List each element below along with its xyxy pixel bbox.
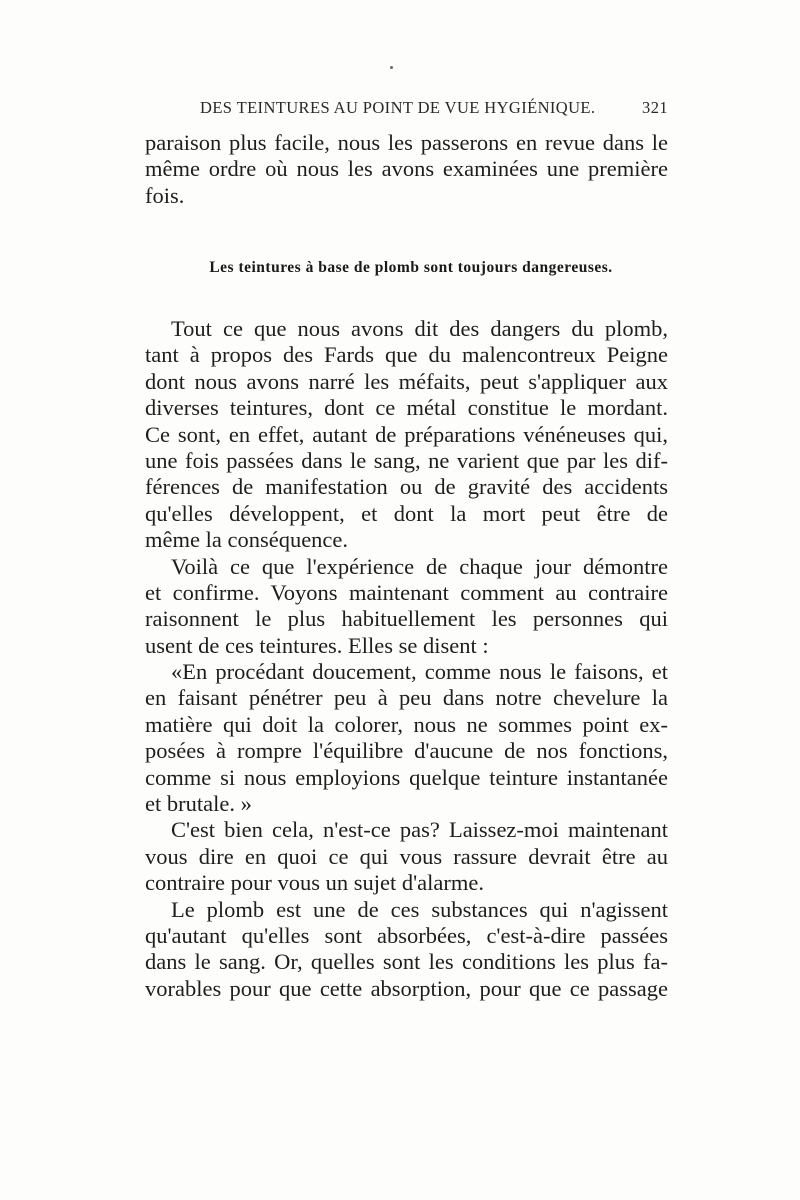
text-line: même la conséquence. [145, 527, 349, 553]
text-line: fois. [145, 182, 185, 208]
text-line: Le plomb est une de ces substances qui n'agissent [171, 896, 668, 922]
running-head-title: DES TEINTURES AU POINT DE VUE HYGIÉNIQUE. [200, 98, 596, 117]
running-head [200, 96, 668, 122]
text-line: vorables pour que cette absorption, pour que ce passage [145, 975, 668, 1001]
text-line: Ce sont, en effet, autant de préparations vénéneuses qui, [145, 421, 668, 447]
top-paragraph [145, 130, 668, 209]
page-speck [390, 66, 393, 69]
text-line: usent de ces teintures. Elles se disent : [145, 632, 489, 658]
text-line: comme si nous employions quelque teinture instantanée [145, 764, 668, 790]
text-line: vous dire en quoi ce qui vous rassure devrait être au [145, 843, 668, 869]
text-line: Tout ce que nous avons dit des dangers du plomb, [171, 316, 668, 341]
text-line: qu'elles développent, et dont la mort peut être de [145, 500, 668, 526]
text-line: «En procédant doucement, comme nous le faisons, et [171, 659, 668, 685]
text-line: une fois passées dans le sang, ne varient que par les dif- [145, 447, 668, 473]
text-line: contraire pour vous un sujet d'alarme. [145, 870, 484, 896]
text-line: et confirme. Voyons maintenant comment au contraire [145, 579, 668, 605]
text-line: posées à rompre l'équilibre d'aucune de nos fonctions, [145, 738, 668, 764]
text-line: C'est bien cela, n'est-ce pas? Laissez-moi maintenant [171, 817, 668, 843]
text-line: en faisant pénétrer peu à peu dans notre chevelure la [145, 685, 668, 711]
text-line: férences de manifestation ou de gravité des accidents [145, 474, 668, 500]
text-line: tant à propos des Fards que du malencontreux Peigne [145, 342, 668, 368]
text-line: qu'autant qu'elles sont absorbées, c'est-à-dire passées [145, 922, 668, 948]
text-line: dont nous avons narré les méfaits, peut s'appliquer aux [145, 368, 668, 394]
text-line: matière qui doit la colorer, nous ne sommes point ex- [145, 711, 668, 737]
section-heading: Les teintures à base de plomb sont toujours dangereuses. [209, 259, 613, 276]
text-line: dans le sang. Or, quelles sont les conditions les plus fa- [145, 949, 668, 975]
text-line: diverses teintures, dont ce métal constitue le mordant. [145, 395, 668, 421]
page-number: 321 [642, 98, 668, 117]
text-line: raisonnent le plus habituellement les personnes qui [145, 606, 668, 632]
text-line: et brutale. » [145, 791, 252, 817]
body-text [145, 316, 668, 1002]
text-line: paraison plus facile, nous les passerons en revue dans le [145, 130, 668, 155]
text-line: même ordre où nous les avons examinées une première [145, 156, 668, 182]
text-line: Voilà ce que l'expérience de chaque jour démontre [171, 553, 668, 579]
